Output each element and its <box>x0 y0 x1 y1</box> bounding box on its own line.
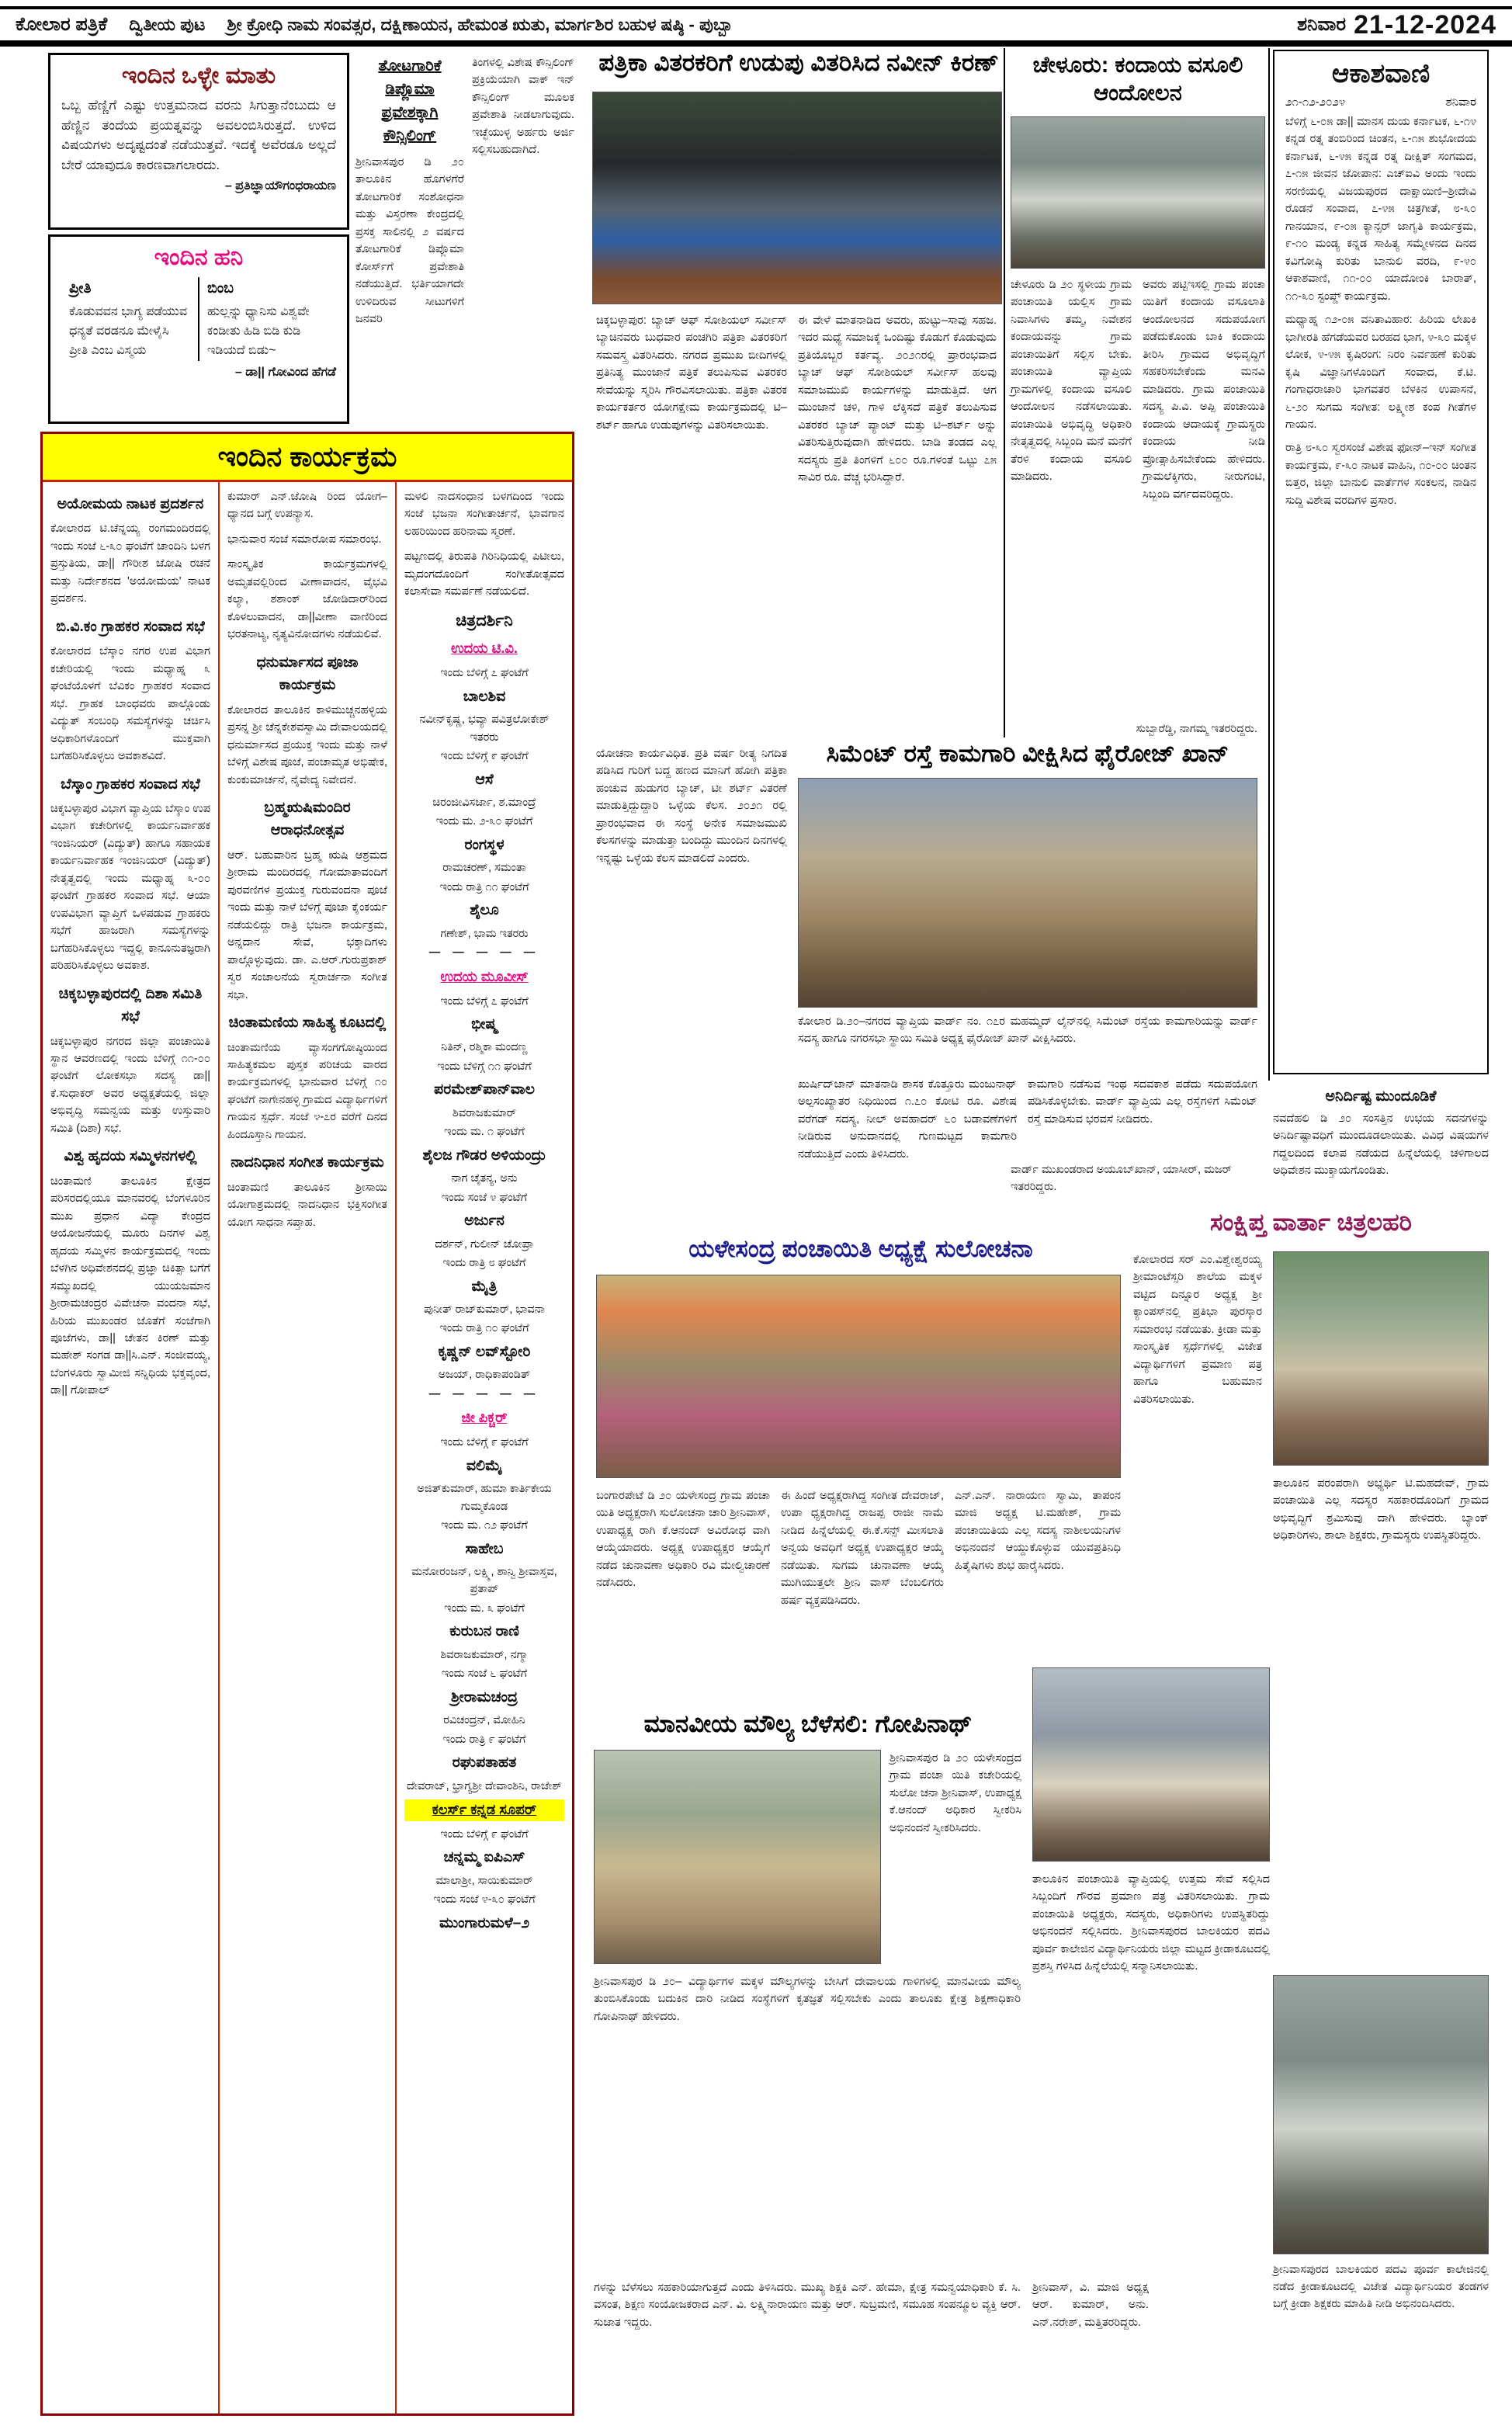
tv-line: ನವೀನ್‌ಕೃಷ್ಣ, ಭವ್ಯಾ ಪವಿತ್ರಲೋಕೇಶ್ ಇತರರು <box>419 713 550 744</box>
good-word-title: ಇಂದಿನ ಒಳ್ಳೇ ಮಾತು <box>121 63 276 88</box>
tv-line: ಇಂದು ಬೆಳಿಗ್ಗೆ ೯ ಘಂಟೆಗೆ <box>440 1827 529 1841</box>
briefs-headline: ಸಂಕ್ಷಿಪ್ತ ವಾರ್ತಾ ಚಿತ್ರಲಹರಿ <box>1209 1209 1413 1236</box>
adjourn-body: ನವದೆಹಲಿ ಡಿ ೨೦ ಸಂಸತ್ತಿನ ಉಭಯ ಸದನಗಳನ್ನು ಅನಿರ್ದಿಷ್ಟಾವಧಿಗೆ ಮುಂದೂಡಲಾಯಿತು. ವಿವಿಧ ವಿಷಯಗಳ ಗದ್ದಲದಿಂದ ಕಲಾಪ ನಡೆಯದ ಹಿನ್ನೆಲೆಯಲ್ಲಿ ಚಳಿಗಾಲದ ಅಧಿವೇಶನ ಮುಕ್ತಾಯಗೊಂಡಿತು. <box>1273 1112 1489 1178</box>
tv-line: ಸಾಹೇಬ <box>465 1540 504 1557</box>
event-item <box>227 1012 387 1143</box>
horti-continuation: ತಿಂಗಳಲ್ಲಿ ವಿಶೇಷ ಕೌನ್ಸಿಲಿಂಗ್ ಪ್ರಕ್ರಿಯೆಯಾಗಿ ವಾಕ್ ಇನ್ ಕೌನ್ಸಿಲಿಂಗ್ ಮೂಲಕ ಪ್ರವೇಶಾತಿ ನೀಡಲಾಗುವುದು. ಇಚ್ಛೆಯುಳ್ಳ ಅರ್ಹರು ಅರ್ಜಿ ಸಲ್ಲಿಸಬಹುದಾಗಿದೆ. <box>472 57 574 157</box>
tv-line: ಉದಯ ಟಿ.ವಿ. <box>451 640 518 657</box>
event-item <box>50 983 210 1138</box>
photo-outdoor-training <box>1273 1975 1489 2254</box>
good-word-box <box>48 53 349 230</box>
tv-line: ಇಂದು ಬೆಳಿಗ್ಗೆ ೯ ಘಂಟೆಗೆ <box>440 750 529 763</box>
tv-line: ಇಂದು ಮ. ೩ ಘಂಟೆಗೆ <box>444 1601 525 1615</box>
event-body: ಕುಮಾರ್ ಎನ್.ಜೋಷಿ ರಿಂದ ಯೋಗ–ಧ್ಯಾನದ ಬಗ್ಗೆ ಉಪನ್ಯಾಸ. <box>227 491 387 521</box>
event-head: ಚಿಕ್ಕಬಳ್ಳಾಪುರದಲ್ಲಿ ದಿಶಾ ಸಮಿತಿ ಸಭೆ <box>58 985 203 1025</box>
tv-line: ದೇವರಾಜ್, ಭ್ರಾಗ್ಯಶ್ರೀ ದೇವಾಂಶಿನಿ, ರಾಜೇಶ್ <box>407 1779 562 1792</box>
yelesandra-col2: ಈ ಹಿಂದೆ ಅಧ್ಯಕ್ಷರಾಗಿದ್ದ ಸಂಗೀತ ದೇವರಾಜ್, ಉಪಾ ಧ್ಯಕ್ಷರಾಗಿದ್ದ ರಾಜಪ್ಪ ರಾಜೀ ನಾಮೆ ನೀಡಿದ ಹಿನ್ನೆಲೆಯಲ್ಲಿ ಈ.ಕೆ.ಸನ್ಸ್ ಮೀಸಲಾತಿ ಅನ್ವಯ ಅವಧಿಗೆ ಅಧ್ಯಕ್ಷ ಉಪಾಧ್ಯಕ್ಷರ ಆಯ್ಕೆ ನಡೆಯಿತು. ಸುಗಮ ಚುನಾವಣಾ ಆಯ್ಕೆ ಮುಗಿಯುತ್ತಲೇ ಶ್ರೀನಿ ವಾಸ್ ಬೆಂಬಲಿಗರು ಹರ್ಷ ವ್ಯಕ್ತಪಡಿಸಿದರು. <box>781 1490 944 1607</box>
tv-line: ಇಂದು ಮ. ೨-೩೦ ಘಂಟೆಗೆ <box>435 815 533 828</box>
event-body: ಚಿಕ್ಕಬಳ್ಳಾಪುರ ವಿಭಾಗ ವ್ಯಾಪ್ತಿಯ ಬೆಸ್ಕಾಂ ಉಪ ವಿಭಾಗ ಕಚೇರಿಗಳಲ್ಲಿ ಕಾರ್ಯನಿರ್ವಾಹಕ ಇಂಜಿನಿಯರ್ (ವಿದ್ಯುತ್) ಹಾಗೂ ಸಹಾಯಕ ಕಾರ್ಯನಿರ್ವಾಹಕ ಇಂಜಿನಿಯರ್ (ವಿದ್ಯುತ್) ನೇತೃತ್ವದಲ್ಲಿ ಇಂದು ಮಧ್ಯಾಹ್ನ ೩-೦೦ ಘಂಟೆಗೆ ಗ್ರಾಹಕರ ಸಂವಾದ ಸಭೆ. ಆಯಾ ಉಪವಿಭಾಗ ವ್ಯಾಪ್ತಿಗೆ ಒಳಪಡುವ ಗ್ರಾಹಕರು ಸಭೆಗೆ ಹಾಜರಾಗಿ ಸಮಸ್ಯೆಗಳನ್ನು ಬಗೆಹರಿಸಿಕೊಳ್ಳಲು ಇದ್ದಲ್ಲಿ ಕಾನೂನುತಜ್ಞರಾಗಿ ಪರಿಹರಿಸಿಕೊಳ್ಳಲು ಅವಕಾಶ. <box>50 802 210 973</box>
event-head: ನಾದನಿಧಾನ ಸಂಗೀತ ಕಾರ್ಯಕ್ರಮ <box>231 1154 384 1171</box>
akashavani-title: ಆಕಾಶವಾಣಿ <box>1331 59 1431 88</box>
press-story-col1: ಚಿಕ್ಕಬಳ್ಳಾಪುರ: ಬ್ಯಾಚ್ ಆಫ್ ಸೋಶಿಯಲ್ ಸರ್ವೀಸ್ ಬ್ಯಾಚಿನವರು ಬುಧವಾರ ಪಂಚಗಿರಿ ಪತ್ರಿಕಾ ವಿತರಕರಿಗೆ ಸಮವಸ್ತ್ರ ವಿತರಿಸಿದರು. ನಗರದ ಪ್ರಮುಖ ಬೀದಿಗಳಲ್ಲಿ ಪ್ರತಿನಿತ್ಯ ಮುಂಜಾನೆ ಪತ್ರಿಕೆ ತಲುಪಿಸುವ ವಿತರಕರ ಸೇವೆಯನ್ನು ಸ್ಮರಿಸಿ ಗೌರವಿಸಲಾಯಿತು. ಪತ್ರಿಕಾ ವಿತರಕ ಕಾರ್ಯಕರ್ತರ ಯೋಗಕ್ಷೇಮ ಕಾರ್ಯಕ್ರಮದಲ್ಲಿ ಟಿ–ಶರ್ಟ್ ಹಾಗೂ ಉಡುಪುಗಳನ್ನು ವಿತರಿಸಲಾಯಿತು. <box>596 314 787 432</box>
cement-photo-caption: ಕೋಲಾರ ಡಿ.೨೦–ನಗರದ ವ್ಯಾಪ್ತಿಯ ವಾರ್ಡ್ ನಂ. ೧೭ರ ಮಹಮ್ಮದ್ ಲೈನ್‌ನಲ್ಲಿ ಸಿಮೆಂಟ್ ರಸ್ತೆಯ ಕಾಮಗಾರಿಯನ್ನು ವಾರ್ಡ್ ಸದಸ್ಯ ಹಾಗೂ ನಗರಸಭಾ ಸ್ಥಾಯಿ ಸಮಿತಿ ಅಧ್ಯಕ್ಷ ಫೈರೋಜ್ ಖಾನ್ ವೀಕ್ಷಿಸಿದರು. <box>798 1015 1257 1045</box>
cement-col1: ಖುರ್ಷಿದ್‌ಜಾನ್ ಮಾತನಾಡಿ ಶಾಸಕ ಕೊತ್ತೂರು ಮಂಜುನಾಥ್ ಅಲ್ಪಸಂಖ್ಯಾತರ ನಿಧಿಯಿಂದ ೧.೭೦ ಕೋಟಿ ರೂ. ವಿಶೇಷ ವರೆಗಡ್ ಸದಸ್ಯ, ನೀಲ್ ಅವಹಾದರ್ ೬೦ ಬಡಾವಣೆಗಳಿಗೆ ನೀಡಿರುವ ಅನುದಾನದಲ್ಲಿ ಗುಣಮಟ್ಟದ ಕಾಮಗಾರಿ ನಡೆಯುತ್ತಿದೆ ಎಂದು ತಿಳಿಸಿದರು. <box>798 1078 1017 1161</box>
events-column-3 <box>395 482 572 2413</box>
event-item <box>227 651 387 789</box>
tv-line: ಉದಯ ಮೂವೀಸ್ <box>440 968 529 984</box>
tv-line: ನಿತಿನ್, ರಶ್ಮಿಕಾ ಮಂದಣ್ಣ <box>441 1041 528 1054</box>
event-body: ಮಳಲಿ ನಾದಸಂಧಾನ ಬಳಗದಿಂದ ಇಂದು ಸಂಜೆ ಭಜನಾ ಸಂಗೀತಾರ್ಚನೆ, ಭಾವಗಾನ ಲಹರಿಯಿಂದ ಹರಿನಾಮ ಸ್ಮರಣೆ. <box>404 491 564 538</box>
event-head: ವಿಶ್ವ ಹೃದಯ ಸಮ್ಮಿಳನಗಳಲ್ಲಿ <box>64 1148 197 1165</box>
human-values-paragraph1: ಶ್ರೀನಿವಾಸಪುರ ಡಿ ೨೦– ವಿದ್ಯಾರ್ಥಿಗಳ ಮಕ್ಕಳ ಮೌಲ್ಯಗಳನ್ನು ಬೇಸಿಗೆ ದೇವಾಲಯ ಗಾಳಿಗಳಲ್ಲಿ ಮಾನವೀಯ ಮೌಲ್ಯ ತುಂಬಿಸಿಕೊಂಡು ಬದುಕಿನ ದಾರಿ ನೀಡಿದ ಸಂಸ್ಥೆಗಳಿಗೆ ಕೃತಜ್ಞತೆ ಸಲ್ಲಿಸಬೇಕು ಎಂದು ತಾಲೂಕು ಕ್ಷೇತ್ರ ಶಿಕ್ಷಣಾಧಿಕಾರಿ ಗೋಪಿನಾಥ್ ಹೇಳಿದರು. <box>594 1976 1021 2023</box>
good-word-attribution: – ಪ್ರತಿಜ್ಞಾಯೌಗಂಧರಾಯಣ <box>224 179 336 193</box>
tv-line: ಇಂದು ಬೆಳಿಗ್ಗೆ ೯ ಘಂಟೆಗೆ <box>440 1436 529 1449</box>
tv-line: ಕಲರ್ಸ್ ಕನ್ನಡ ಸೂಪರ್ <box>404 1799 564 1821</box>
hani-right-head: ಬಿಂಬ <box>207 280 234 297</box>
human-values-side-col: ಶ್ರೀನಿವಾಸಪುರ ಡಿ ೨೦ ಯಳೇಸಂದ್ರದ ಗ್ರಾಮ ಪಂಚಾ ಯಿತಿ ಕಚೇರಿಯಲ್ಲಿ ಸುಲೋ ಚನಾ ಶ್ರೀನಿವಾಸ್, ಉಪಾಧ್ಯಕ್ಷ ಕೆ.ಆನಂದ್ ಅಧಿಕಾರ ಸ್ವೀಕರಿಸಿ ಅಭಿನಂದನೆ ಸ್ವೀಕರಿಸಿದರು. <box>890 1752 1021 1834</box>
tv-line: ಬಾಲಶಿವ <box>463 688 506 705</box>
photo-cheluru-campaign <box>1011 116 1265 269</box>
events-column-2 <box>218 482 395 2413</box>
cement-pre-line: ಸುಬ್ಬಾರೆಡ್ಡಿ, ನಾಗಮ್ಮ ಇತರರಿದ್ದರು. <box>1136 723 1257 735</box>
yelesandra-col1: ಬಂಗಾರಪೇಟೆ ಡಿ ೨೦ ಯಳೇಸಂದ್ರ ಗ್ರಾಮ ಪಂಚಾ ಯಿತಿ ಅಧ್ಯಕ್ಷರಾಗಿ ಸುಲೋಚನಾ ಚಾರಿ ಶ್ರೀನಿವಾಸ್, ಉಪಾಧ್ಯಕ್ಷ ರಾಗಿ ಕೆ.ಆನಂದ್ ಅವಿರೋಧ ವಾಗಿ ಆಯ್ಕೆಯಾದರು. ಅಧ್ಯಕ್ಷ ಉಪಾಧ್ಯಕ್ಷರ ಆಯ್ಕೆಗೆ ನಡೆದ ಚುನಾವಣಾ ಅಧಿಕಾರಿ ರವಿ ಮೇಲ್ವಿಚಾರಣೆ ನಡೆಸಿದರು. <box>596 1490 770 1590</box>
cheluru-headline: ಚೇಳೂರು: ಕಂದಾಯ ವಸೂಲಿ ಆಂದೋಲನ <box>1032 53 1243 106</box>
panchanga-line: ಶ್ರೀ ಕ್ರೋಧಿ ನಾಮ ಸಂವತ್ಸರ, ದಕ್ಷಿಣಾಯನ, ಹೇಮಂತ ಋತು, ಮಾರ್ಗಶಿರ ಬಹುಳ ಷಷ್ಠಿ - ಪುಬ್ಬಾ <box>227 15 733 34</box>
yelesandra-col3: ಎನ್.ಎನ್. ನಾರಾಯಣ ಸ್ವಾಮಿ, ತಾಪಂನ ಮಾಜಿ ಅಧ್ಯಕ್ಷ ಟಿ.ಮಹೇಶ್, ಗ್ರಾಮ ಪಂಚಾಯಿತಿಯ ಎಲ್ಲ ಸದಸ್ಯ ನಾಶೀಲಯನಿಗಳ ಅಭಿನಂದನೆ ಆಯ್ದುಕೊಳ್ಳುವ ಯುವಪ್ರತಿನಿಧಿ ಹಿತೈಷಿಗಳು ಶುಭ ಹಾರೈಸಿದರು. <box>955 1490 1121 1572</box>
tv-line: ಚನ್ನಮ್ಮ ಐಪಿಎಸ್ <box>443 1849 525 1866</box>
tv-line: ಪರಮೇಶ್‌ಪಾನ್‌ವಾಲ <box>434 1081 535 1098</box>
hani-left-head: ಪ್ರೀತಿ <box>69 280 92 297</box>
tv-line: ಭೀಷ್ಮ <box>471 1016 498 1033</box>
event-head: ಚಿಂತಾಮಣಿಯ ಸಾಹಿತ್ಯ ಕೂಟದಲ್ಲಿ <box>228 1015 387 1032</box>
tv-line: ಕೃಷ್ಣನ್ ಲವ್‌ಸ್ಟೋರಿ <box>438 1343 531 1360</box>
tv-listing-title: ಚಿತ್ರದರ್ಶಿನಿ <box>456 611 513 630</box>
horti-headline: ತೋಟಗಾರಿಕೆ ಡಿಪ್ಲೊಮಾ ಪ್ರವೇಶಕ್ಕಾಗಿ ಕೌನ್ಸಿಲಿಂಗ್ <box>378 57 442 144</box>
event-item <box>404 548 564 600</box>
cement-left-col: ಯೋಚನಾ ಕಾರ್ಯವಿಧಿತ. ಪ್ರತಿ ವರ್ಷ ರೀತ್ಯ ನಿಗದಿತ ಪಡಿಸಿದ ಗುರಿಗೆ ಬದ್ದ ಹಣದ ಮಾನಿಗೆ ಹೋಗಿ ಪತ್ರಿಕಾ ಹಂಚುವ ಹುಡುಗರ ಬ್ಯಾಚ್, ಟೀ ಶರ್ಟ್ ವಿತರಣೆ ಮಾಡುತ್ತಿದ್ದುದ್ದಾರಿ ಒಳ್ಳೆಯ ಕೆಲಸ. ೨೦೨೧ ರಲ್ಲಿ ಪ್ರಾರಂಭವಾದ ಈ ಸಂಸ್ಥೆ ಅನೇಕ ಸಮಾಜಮುಖಿ ಕೆಲಸಗಳನ್ನು ಮಾಡುತ್ತಾ ಬಂದಿದ್ದು ಮುಂದಿನ ದಿನಗಳಲ್ಲಿ ಇನ್ನಷ್ಟು ಒಳ್ಳೆಯ ಕೆಲಸ ಮಾಡಲಿದೆ ಎಂದರು. <box>596 748 787 865</box>
akashavani-day: ಶನಿವಾರ <box>1445 95 1476 109</box>
photo-cement-road-inspection <box>798 778 1257 1008</box>
human-values-paragraph2: ಗಳನ್ನು ಬೆಳೆಸಲು ಸಹಕಾರಿಯಾಗುತ್ತದೆ ಎಂದು ತಿಳಿಸಿದರು. ಮುಖ್ಯ ಶಿಕ್ಷಕಿ ಎನ್. ಹೇಮಾ, ಕ್ಷೇತ್ರ ಸಮನ್ವಯಾಧಿಕಾರಿ ಕೆ. ಸಿ. ವಸಂತ, ಶಿಕ್ಷಣ ಸಂಯೋಜಕರಾದ ಎನ್. ವಿ. ಲಕ್ಷ್ಮಿನಾರಾಯಣ ಮತ್ತು ಆರ್. ಸುಬ್ರಮಣಿ, ಸಮೂಹ ಸಂಪನ್ಮೂಲ ವ್ಯಕ್ತಿ ಆರ್. ಸುಜಾತ ಇದ್ದರು. <box>594 2282 1021 2329</box>
event-item <box>404 488 564 540</box>
event-body: ಚಿಂತಾಮಣಿ ತಾಲೂಕಿನ ಶ್ರೀಸಾಯಿ ಯೋಗಾಶ್ರಮದಲ್ಲಿ ನಾದನಿಧಾನ ಭಕ್ತಿಸಂಗೀತ ಯೋಗ ಸಾಧನಾ ಸಪ್ತಾಹ. <box>227 1181 387 1229</box>
tv-line: ರಾಮಚರಣ್, ಸಮಂತಾ <box>442 862 526 875</box>
hani-left-column <box>61 277 198 361</box>
column-rule <box>1004 48 1005 737</box>
tv-line: ಜೀ ಪಿಕ್ಚರ್ <box>461 1410 508 1426</box>
tv-line: ಮೈತ್ರಿ <box>471 1278 498 1295</box>
tv-line: ಇಂದು ಸಂಜೆ ೪ ಘಂಟೆಗೆ <box>441 1191 528 1204</box>
event-body: ಭಾನುವಾರ ಸಂಜೆ ಸಮಾರೋಪ ಸಮಾರಂಭ. <box>227 533 382 546</box>
tv-line: ಅಜಯ್, ರಾಧಿಕಾಪಂಡಿತ್ <box>438 1369 531 1382</box>
tv-line: ರಘುಪತಾಹತ <box>452 1754 517 1771</box>
tv-line: ಕುರುಬನ ರಾಣಿ <box>449 1623 519 1640</box>
tv-line: ವಲಿಮೈ <box>466 1457 503 1474</box>
photo-press-uniform-group <box>592 92 1002 304</box>
event-head: ಬೆಸ್ಕಾಂ ಗ್ರಾಹಕರ ಸಂವಾದ ಸಭೆ <box>61 776 200 793</box>
cement-col2: ಕಾಮಗಾರಿ ನಡೆಸುವ ಇಂಥ ಸದವಕಾಶ ಪಡೆದು ಸದುಪಯೋಗ ಪಡಿಸಿಕೊಳ್ಳಬೇಕು. ವಾರ್ಡ್ ವ್ಯಾಪ್ತಿಯ ಎಲ್ಲ ರಸ್ತೆಗಳಿಗೆ ಸಿಮೆಂಟ್ ರಸ್ತೆ ಮಾಡಿಸುವ ಭರವಸೆ ನೀಡಿದರು. <box>1028 1078 1257 1126</box>
hani-attribution: – ಡಾ|| ಗೋವಿಂದ ಹೆಗಡೆ <box>234 365 336 379</box>
photo-human-values-event <box>594 1750 881 1964</box>
event-body: ಪಟ್ಟಣದಲ್ಲಿ ತಿರುಪತಿ ಗಿರಿನಿಧಿಯಲ್ಲಿ ಪಿಟೀಲು, ಮೃದಂಗದೊಂದಿಗೆ ಸಂಗೀತೋತ್ಸವದ ಕಲಾಸೇವಾ ಸಮರ್ಪಣೆ ನಡೆಯಲಿದೆ. <box>404 550 564 599</box>
events-box <box>40 432 574 2416</box>
event-item <box>50 773 210 975</box>
event-item <box>227 1151 387 1231</box>
hani-box <box>48 234 349 424</box>
hani-right-lines: ಹುಲ್ಲನ್ನು ಧ್ಯಾನಿಸು ವಿಶ್ವವೇ ಕಂಡೀತು ಹಿಡಿ ಬಿಡಿ ಕುಡಿ ಇಡಿಯದೆ ಬಿಡು~ <box>207 305 310 358</box>
bottom-right-caption: ಶ್ರೀನಿವಾಸಪುರದ ಬಾಲಕಿಯರ ಪದವಿ ಪೂರ್ವ ಕಾಲೇಜಿನಲ್ಲಿ ನಡೆದ ಕ್ರೀಡಾಕೂಟದಲ್ಲಿ ವಿಜೇತ ವಿದ್ಯಾರ್ಥಿನಿಯರ ತಂಡಗಳ ಬಗ್ಗೆ ಕ್ರೀಡಾ ಶಿಕ್ಷಕರು ಮಾಹಿತಿ ನೀಡಿ ಅಭಿನಂದಿಸಿದರು. <box>1273 2264 1489 2310</box>
tv-line: ಇಂದು ಬೆಳಿಗ್ಗೆ ೭ ಘಂಟೆಗೆ <box>440 994 529 1008</box>
tv-line: ಶಿವರಾಜಕುಮಾರ್, ನಗ್ಮಾ <box>440 1648 529 1661</box>
tv-line: ಇಂದು ಸಂಜೆ ೬ ಘಂಟೆಗೆ <box>441 1667 528 1681</box>
tv-listing <box>404 638 564 1935</box>
akashavani-schedule-morning: ಬೆಳಿಗ್ಗೆ ೬-೦೫ ಡಾ|| ಮಾನಸ ದುಯ ಕರ್ನಾಟಕ, ೬-೧೪ ಕನ್ನಡ ರತ್ನ ತಂಬಿರಿಂದ ಚಿಂತನ, ೬-೧೫ ಶುಭೋದಯ ಕರ್ನಾಟಕ, ೬-೪೫ ಕನ್ನಡ ರತ್ನ ದೀಕ್ಷಿತ್ ಸಂಗಮದ, ೭-೧೫ ಜೀವನ ಜೋಪಾನ: ಎಚ್‌ಐವಿ ಅಂದು ಇಂದು ಸರಣಿಯಲ್ಲಿ ವಿಜಯಪುರದ ದಾಕ್ಷಾಯಿಣಿ–ಶ್ರೀದೇವಿ ರೊಡನೆ ಸಂವಾದ, ೭-೪೫ ಚಿತ್ರಗೀತೆ, ೮-೩೦ ಗಾನಯಾನ, ೯-೦೫ ಕ್ಯಾನ್ಸರ್ ಜಾಗೃತಿ ಕಾರ್ಯಕ್ರಮ, ೯-೧೦ ಮಂಡ್ಯ ಕನ್ನಡ ಸಾಹಿತ್ಯ ಸಮ್ಮೇಳನದ ದಿನದ ಕವಿಗೋಷ್ಠಿ ಕುರಿತು ಬಾನುಲಿ ವರದಿ, ೯-೪೦ ಆಕಾಶವಾಣಿ, ೧೧-೦೦ ಯಾದೋಂಕಿ ಬಾರಾತ್, ೧೧-೩೦ ಸ್ಟಂಪ್ಡ್ ಕಾರ್ಯಕ್ರಮ. <box>1285 116 1476 303</box>
event-item <box>227 488 387 523</box>
tv-line: ಶೈಲಜ ಗೌಡರ ಅಳಿಯಂದ್ರು <box>422 1147 546 1164</box>
akashavani-schedule-night: ರಾತ್ರಿ ೮-೩೦ ಸ್ವರಸಂಜೆ ವಿಶೇಷ ಫೋನ್–ಇನ್ ಸಂಗೀತ ಕಾರ್ಯಕ್ರಮ, ೯-೩೦ ನಾಟಕ ವಾಹಿನಿ, ೧೦-೦೦ ಚಿಂತನ ಬಿತ್ತರ, ಜಿಲ್ಲಾ ಬಾನುಲಿ ವಾರ್ತೆಗಳ ಸಂಕಲನ, ನಾಡಿನ ಸುದ್ದಿ ವಿಶೇಷ ವರದಿಗಳ ಪ್ರಸಾರ. <box>1285 442 1476 507</box>
tv-line: ಇಂದು ರಾತ್ರಿ ೧೦ ಘಂಟೆಗೆ <box>439 1322 529 1335</box>
tv-line: ಇಂದು ಬೆಳಿಗ್ಗೆ ೧೧ ಘಂಟೆಗೆ <box>437 1060 532 1073</box>
event-item <box>227 531 387 548</box>
tv-line: ಮಾಲಾಶ್ರೀ, ಸಾಯಿಕುಮಾರ್ <box>435 1874 533 1887</box>
tv-line: ದರ್ಶನ್, ಗುಲೀನ್ ಚೋಪ್ರಾ <box>435 1237 534 1251</box>
tv-line: — — — — — <box>428 946 540 959</box>
tv-line: ಇಂದು ರಾತ್ರಿ ೧೧ ಘಂಟೆಗೆ <box>439 880 529 894</box>
yelesandra-headline: ಯಳೇಸಂದ್ರ ಪಂಚಾಯಿತಿ ಅಧ್ಯಕ್ಷೆ ಸುಲೋಚನಾ <box>688 1235 1033 1262</box>
tv-line: ನಾಗ ಚೈತನ್ಯ, ಅನು <box>451 1172 518 1185</box>
tv-line: ಇಂದು ಮ. ೧೨ ಘಂಟೆಗೆ <box>441 1519 528 1532</box>
tv-line: ಗಣೇಶ್, ಭಾಮ ಇತರರು <box>440 927 529 940</box>
briefs-col1: ಕೋಲಾರದ ಸರ್ ಎಂ.ವಿಶ್ವೇಶ್ವರಯ್ಯ ಶ್ರೀಮಾಂಟೆಸ್ಸರಿ ಶಾಲೆಯ ಮಕ್ಕಳ ವಟ್ಟಿದ ದಿನ್ನೂರ ಅಧ್ಯಕ್ಷ ಶ್ರೀ ಕ್ಯಾಂಪಸ್‌ನಲ್ಲಿ ಪ್ರತಿಭಾ ಪುರಸ್ಕಾರ ಸಮಾರಂಭ ನಡೆಯಿತು. ಕ್ರೀಡಾ ಮತ್ತು ಸಾಂಸ್ಕೃತಿಕ ಸ್ಪರ್ಧೆಗಳಲ್ಲಿ ವಿಜೇತ ವಿದ್ಯಾರ್ಥಿಗಳಿಗೆ ಪ್ರಮಾಣ ಪತ್ರ ಹಾಗೂ ಬಹುಮಾನ ವಿತರಿಸಲಾಯಿತು. <box>1133 1254 1262 1406</box>
paper-name: ಕೋಲಾರ ಪತ್ರಿಕೆ <box>16 14 108 35</box>
tv-line: ಮುಂಗಾರುಮಳೆ–೨ <box>439 1914 529 1931</box>
hani-left-lines: ಕೊಡುವವನ ಭಾಗ್ಯ ಪಡೆಯುವ ಧನ್ಯತೆ ವರಡನೂ ಮೇಳೈಸಿ ಪ್ರೀತಿ ಎಂಬ ವಿಸ್ಮಯ <box>69 305 188 358</box>
briefs-col2: ತಾಲೂಕಿನ ಪರಂಪರಾಗಿ ಅಭ್ಯರ್ಥಿ ಟಿ.ಮಹದೇವ್, ಗ್ರಾಮ ಪಂಚಾಯಿತಿ ಎಲ್ಲ ಸದಸ್ಯರ ಸಹಕಾರದೊಂದಿಗೆ ಗ್ರಾಮದ ಅಭಿವೃದ್ಧಿಗೆ ಶ್ರಮಿಸುವು ದಾಗಿ ಹೇಳಿದರು. ಬ್ಯಾಂಕ್ ಅಧಿಕಾರಿಗಳು, ಶಾಲಾ ಶಿಕ್ಷಕರು, ಗ್ರಾಮಸ್ಥರು ಉಪಸ್ಥಿತರಿದ್ದರು. <box>1273 1477 1489 1542</box>
tv-line: ಶ್ರೀರಾಮಚಂದ್ರ <box>450 1688 518 1706</box>
tv-line: ಶಿವರಾಜಕುಮಾರ್ <box>452 1106 517 1119</box>
tv-line: ರವಿಚಂದ್ರನ್, ಮೋಹಿನಿ <box>443 1714 525 1727</box>
human-values-headline: ಮಾನವೀಯ ಮೌಲ್ಯ ಬೆಳೆಸಲಿ: ಗೋಪಿನಾಥ್ <box>643 1710 973 1737</box>
tv-line: ಇಂದು ಬೆಳಿಗ್ಗೆ ೭ ಘಂಟೆಗೆ <box>440 667 529 680</box>
weekday: ಶನಿವಾರ <box>1297 14 1347 35</box>
event-item <box>227 556 387 643</box>
tv-line: ಶೈಲೂ <box>470 902 499 919</box>
adjourn-head: ಅನಿರ್ದಿಷ್ಟ ಮುಂದೂಡಿಕೆ <box>1325 1088 1437 1105</box>
event-body: ಕೋಲಾರದ ಟಿ.ಚೆನ್ನಯ್ಯ ರಂಗಮಂದಿರದಲ್ಲಿ ಇಂದು ಸಂಜೆ ೬-೩೦ ಘಂಟೆಗೆ ಚಾಂದಿನಿ ಬಳಗ ಪ್ರಸ್ತುತಿಯ, ಡಾ|| ಗೌರೀಶ ಜೋಷಿ ರಚನೆ ಮತ್ತು ನಿರ್ದೇಶನದ 'ಅಯೋಮಯ' ನಾಟಕ ಪ್ರದರ್ಶನ. <box>50 522 210 606</box>
yelesandra-pre-line: ವಾರ್ಡ್ ಮುಖಂಡರಾದ ಅಯೂಬ್‌ಖಾನ್, ಯಾಸೀರ್, ಮಜರ್ ಇತರರಿದ್ದರು. <box>1011 1164 1232 1194</box>
tv-line: ಇಂದು ರಾತ್ರಿ ೯ ಘಂಟೆಗೆ <box>442 1733 526 1746</box>
hani-title: ಇಂದಿನ ಹನಿ <box>154 245 244 270</box>
tv-line: ಇಂದು ಸಂಜೆ ೪-೩೦ ಘಂಟೆಗೆ <box>433 1893 536 1907</box>
photo-briefs-awards <box>1273 1251 1489 1466</box>
cheluru-col1: ಚೇಳೂರು ಡಿ ೨೦ ಸ್ಥಳೀಯ ಗ್ರಾಮ ಪಂಚಾಯಿತಿ ಯಲ್ಲಿಸ ಗ್ರಾಮ ನಿವಾಸಿಗಳು ತಮ್ಮ, ನಿವೇಶನ ಕಂದಾಯವನ್ನು ಗ್ರಾಮ ಪಂಚಾಯಿತಿಗೆ ಸಲ್ಲಿಸ ಬೇಕು. ಪಂಚಾಯಿತಿ ವ್ಯಾಪ್ತಿಯ ಗ್ರಾಮಗಳಲ್ಲಿ ಕಂದಾಯ ವಸೂಲಿ ಆಂದೋಲನ ನಡೆಸಲಾಯಿತು. ಪಂಚಾಯಿತಿ ಅಭಿವೃದ್ಧಿ ಅಧಿಕಾರಿ ನೇತೃತ್ವದಲ್ಲಿ ಸಿಬ್ಬಂದಿ ಮನೆ ಮನೆಗೆ ತೆರಳಿ ಕಂದಾಯ ವಸೂಲಿ ಮಾಡಿದರು. <box>1011 279 1132 484</box>
good-word-body: ಒಬ್ಬ ಹೆಣ್ಣಿಗೆ ಎಷ್ಟು ಉತ್ತಮನಾದ ವರನು ಸಿಗುತ್ತಾನೆಂಬುದು ಆ ಹೆಣ್ಣಿನ ತಂದೆಯ ಪ್ರಯತ್ನವನ್ನು ಅವಲಂಬಿಸಿರುತ್ತದೆ. ಉಳಿದ ವಿಷಯಗಳು ಅದೃಷ್ಟದಂತೆ ನಡೆಯುತ್ತವೆ. ಇದಕ್ಕೆ ಅವೆರಡೂ ಅಲ್ಲದೆ ಬೇರೆ ಯಾವುದೂ ಕಾರಣವಾಗಲಾರದು. <box>61 98 336 172</box>
tv-line: ಇಂದು ರಾತ್ರಿ ೮ ಘಂಟೆಗೆ <box>442 1257 526 1270</box>
adjourn-item <box>1273 1084 1489 1180</box>
events-column-1 <box>43 482 218 2413</box>
tv-line: ಇಂದು ಮ. ೧ ಘಂಟೆಗೆ <box>444 1126 525 1139</box>
tv-line: — — — — — <box>428 1387 540 1400</box>
event-body: ಚಿಂತಾಮಣಿ ತಾಲೂಕಿನ ಕ್ಷೇತ್ರದ ಪರಿಸರದಲ್ಲಿಯೂ ಮಾನವರಲ್ಲಿ ಬೆಂಗಳೂರಿನ ಮುಖ ಪ್ರಧಾನ ವಿದ್ಯಾ ಕೇಂದ್ರದ ಆಯೋಜನೆಯಲ್ಲಿ ಮೂರು ದಿನಗಳ ವಿಶ್ವ ಹೃದಯ ಸಮ್ಮಿಳನ ಕಾರ್ಯಕ್ರಮದಲ್ಲಿ ಇಂದು ಬೆಳಗಿನ ಅಧಿವೇಶನದಲ್ಲಿ ಪ್ರಜ್ಞಾ ಚಿಕಿತ್ಸಾ ಬಗೆಗೆ ಸಮ್ಮುಖದಲ್ಲಿ ಯುಯಜಮಾನ ಶ್ರೀರಾಮಚಂದ್ರರ ವಿವೇಚನಾ ವಂದನಾ ಸಭೆ, ಹಿರಿಯ ಮುಖಂಡರ ಜೊತೆಗೆ ಸಂಜೆಗಾಗಿ ಪೂಜೆಗಳು, ಡಾ|| ಚೇತನ ಕಿರಣ್ ಮತ್ತು ಮಹೇಶ್ ಸಂಗಡ ಡಾ||ಸಿ.ಎನ್. ಸಂಜೀವಯ್ಯ, ಬೆಂಗಳೂರು ಸ್ವಾಮೀಜಿ ಸನ್ನಿಧಿಯ ಭಕ್ತವೃಂದ, ಡಾ|| ಗೋಪಾಲ್ <box>50 1175 210 1397</box>
tv-line: ಅಜಿತ್‌ಕುಮಾರ್, ಹುಮಾ ಕಾರ್ತಿಕೇಯ ಗುಮ್ಮಕೊಂಡ <box>417 1483 552 1513</box>
horti-body: ಶ್ರೀನಿವಾಸಪುರ ಡಿ ೨೦ ತಾಲೂಕಿನ ಹೊಗಳಗೆರೆ ತೋಟಗಾರಿಕೆ ಸಂಶೋಧನಾ ಮತ್ತು ವಿಸ್ತರಣಾ ಕೇಂದ್ರದಲ್ಲಿ ಪ್ರಸಕ್ತ ಸಾಲಿನಲ್ಲಿ ೨ ವರ್ಷದ ತೋಟಗಾರಿಕೆ ಡಿಪ್ಲೊಮಾ ಕೋರ್ಸ್‌ಗೆ ಪ್ರವೇಶಾತಿ ನಡೆಯುತ್ತಿದೆ. ಭರ್ತಿಯಾಗದೇ ಉಳಿದಿರುವ ಸೀಟುಗಳಿಗೆ ಜನವರಿ <box>355 156 464 326</box>
cement-headline: ಸಿಮೆಂಟ್ ರಸ್ತೆ ಕಾಮಗಾರಿ ವೀಕ್ಷಿಸಿದ ಫೈರೋಜ್ ಖಾನ್ <box>826 740 1229 767</box>
column-rule <box>1268 48 1270 1081</box>
akashavani-box <box>1273 50 1489 1074</box>
event-item <box>50 1145 210 1400</box>
press-story-headline: ಪತ್ರಿಕಾ ವಿತರಕರಿಗೆ ಉಡುಪು ವಿತರಿಸಿದ ನವೀನ್ ಕಿರಣ್ <box>598 49 999 76</box>
tv-line: ಅರ್ಜುನ <box>464 1213 505 1230</box>
cheluru-col2: ಅವರು ಪಟ್ಟಿಇಸಲ್ಲಿ ಗ್ರಾಮ ಪಂಚಾ ಯಿತಿಗೆ ಕಂದಾಯ ವಸೂಲಾತಿ ಆಂದೋಲನದ ಸದುಪಯೋಗ ಪಡೆದುಕೊಂಡು ಬಾಕಿ ಕಂದಾಯ ತೀರಿಸಿ ಗ್ರಾಮದ ಅಭಿವೃದ್ಧಿಗೆ ಸಹಕರಿಸಬೇಕೆಂದು ಮನವಿ ಮಾಡಿದರು. ಗ್ರಾಮ ಪಂಚಾಯಿತಿ ಸದಸ್ಯ ಪಿ.ವಿ. ಅಪ್ಪಿ ಪಂಚಾಯಿತಿ ಕಂದಾಯ ಆದಾಯಕ್ಕೆ ಗ್ರಾಮಸ್ಥರು ಕಂದಾಯ ನೀಡಿ ಪ್ರೋತ್ಸಾಹಿಸಬೇಕೆಂದು ಹೇಳಿದರು. ಗ್ರಾಮಲೆಕ್ಕಿಗರು, ನೀರುಗಂಟಿ, ಸಿಬ್ಬಂದಿ ವರ್ಗದವರಿದ್ದರು. <box>1143 279 1265 501</box>
tv-line: ಚಿರಂಜೀವಿಸರ್ಜಾ, ಶ.ಮಾಂದ್ರೆ <box>432 796 536 809</box>
event-head: ಅಯೋಮಯ ನಾಟಕ ಪ್ರದರ್ಶನ <box>57 496 204 512</box>
event-body: ಆರ್. ಬಹುವಾರಿನ ಬ್ರಹ್ಮ ಋಷಿ ಆಶ್ರಮದ ಶ್ರೀರಾಮ ಮಂದಿರದಲ್ಲಿ ಗೋಮಾತಾವಂದಿಗೆ ಪುರವಣಿಗಳ ಪ್ರಯುಕ್ತ ಗುರುವಂದನಾ ಪೂಜೆ ಇಂದು ಮತ್ತು ನಾಳೆ ಬೆಳಿಗ್ಗೆ ಪೂಜಾ ಕೈಂಕರ್ಯ ನಡೆಯಲಿದ್ದು ರಾತ್ರಿ ಭಜನಾ ಕಾರ್ಯಕ್ರಮ, ಅನ್ನದಾನ ಸೇವೆ, ಭಕ್ತಾದಿಗಳು ಪಾಲ್ಗೊಳ್ಳುವುದು. ಡಾ. ಎ.ಆರ್.ಗುರುಪ್ರಕಾಶ್ ಸ್ವರ ಸಂಚಾಲನೆಯ ಸ್ವರಾರ್ಚನಾ ಸಂಗೀತ ಸಭಾ. <box>227 848 387 1001</box>
tv-line: ರಂಗಸ್ಥಳ <box>464 836 505 853</box>
event-head: ಧನುರ್ಮಾಸದ ಪೂಜಾ ಕಾರ್ಯಕ್ರಮ <box>256 654 359 694</box>
handshake-column: ತಾಲೂಕಿನ ಪಂಚಾಯಿತಿ ವ್ಯಾಪ್ತಿಯಲ್ಲಿ ಉತ್ತಮ ಸೇವೆ ಸಲ್ಲಿಸಿದ ಸಿಬ್ಬಂದಿಗೆ ಗೌರವ ಪ್ರಮಾಣ ಪತ್ರ ವಿತರಿಸಲಾಯಿತು. ಗ್ರಾಮ ಪಂಚಾಯಿತಿ ಅಧ್ಯಕ್ಷರು, ಸದಸ್ಯರು, ಅಧಿಕಾರಿಗಳು ಉಪಸ್ಥಿತರಿದ್ದು ಅಭಿನಂದನೆ ಸಲ್ಲಿಸಿದರು. ಶ್ರೀನಿವಾಸಪುರದ ಬಾಲಕಿಯರ ಪದವಿ ಪೂರ್ವ ಕಾಲೇಜಿನ ವಿದ್ಯಾರ್ಥಿನಿಯರು ಜಿಲ್ಲಾ ಮಟ್ಟದ ಕ್ರೀಡಾಕೂಟದಲ್ಲಿ ಪ್ರಶಸ್ತಿ ಗಳಿಸಿದ ಹಿನ್ನೆಲೆಯಲ್ಲಿ ಸನ್ಮಾನಿಸಲಾಯಿತು. <box>1032 1873 1270 1973</box>
tv-line: ಆಸೆ <box>475 771 494 788</box>
horti-column <box>355 54 464 424</box>
photo-certificate-handover <box>1032 1667 1270 1862</box>
akashavani-schedule-afternoon: ಮಧ್ಯಾಹ್ನ ೧೨-೦೫ ವನಿತಾವಿಹಾರ: ಹಿರಿಯ ಲೇಖಕಿ ಭಾಗೀರತಿ ಹೆಗಡೆಯವರ ಬರಹದ ಭಾಗ, ೪-೩೦ ಮಕ್ಕಳ ಲೋಕ, ೪-೪೫ ಕೃಷಿರಂಗ: ನಿರಂ ನಿರ್ವಹಣೆ ಕುರಿತು ಕೃಷಿ ವಿಜ್ಞಾನಿಗಳೊಂದಿಗೆ ಸಂವಾದ, ಕೆ.ಟಿ. ಗಂಗಾಧರಾಚಾರಿ ಭಾಗವತರ ಬೆಳಕಿನ ಉಪಾಸನೆ, ೬-೨೦ ಸುಗಮ ಸಂಗೀತ: ಲಕ್ಷ್ಮೀಶ ಕಂಪ ಗೀತೆಗಳ ಗಾಯನ. <box>1285 314 1476 431</box>
photo-yelesandra-panchayat <box>596 1275 1121 1478</box>
event-head: ಬಿ.ವಿ.ಕಂ ಗ್ರಾಹಕರ ಸಂವಾದ ಸಭೆ <box>56 618 205 635</box>
event-body: ಚಿಕ್ಕಬಳ್ಳಾಪುರ ನಗರದ ಜಿಲ್ಲಾ ಪಂಚಾಯಿತಿ ಸ್ಥಾನ ಆವರಣದಲ್ಲಿ ಇಂದು ಬೆಳಿಗ್ಗೆ ೧೧-೦೦ ಘಂಟೆಗೆ ಲೋಕಸಭಾ ಸದಸ್ಯ ಡಾ|| ಕೆ.ಸುಧಾಕರ್ ಅವರ ಅಧ್ಯಕ್ಷತೆಯಲ್ಲಿ ಜಿಲ್ಲಾ ಅಭಿವೃದ್ಧಿ ಸಮನ್ವಯ ಮತ್ತು ಉಸ್ತುವಾರಿ ಸಮಿತಿ (ದಿಶಾ) ಸಭೆ. <box>50 1035 210 1135</box>
akashavani-date: ೨೧-೧೨-೨೦೨೪ <box>1285 95 1346 109</box>
event-head: ಬ್ರಹ್ಮಋಷಿಮಂದಿರ ಆರಾಧನೋತ್ಸವ <box>264 799 351 839</box>
page-label: ದ್ವಿತೀಯ ಪುಟ <box>129 15 206 34</box>
tv-line: ಪುನೀತ್ ರಾಜ್‌ಕುಮಾರ್, ಭಾವನಾ <box>424 1303 545 1316</box>
events-title: ಇಂದಿನ ಕಾರ್ಯಕ್ರಮ <box>43 434 572 482</box>
masthead <box>0 6 1512 47</box>
event-item <box>50 616 210 765</box>
human-values-side2: ಶ್ರೀನಿವಾಸ್, ವಿ. ಮಾಜಿ ಅಧ್ಯಕ್ಷ ಆರ್. ಕುಮಾರ್, ಅನು. ಎನ್.ನರೇಶ್, ಮತ್ತಿತರರಿದ್ದರು. <box>1032 2282 1149 2329</box>
event-body: ಕೋಲಾರದ ತಾಲೂಕಿನ ಕಾಳಿಮುಚ್ಚನಹಳ್ಳಿಯ ಪ್ರಸನ್ನ ಶ್ರೀ ಚೆನ್ನಕೇಶವಸ್ವಾಮಿ ದೇವಾಲಯದಲ್ಲಿ ಧನುರ್ಮಾಸದ ಪ್ರಯುಕ್ತ ಇಂದು ಮತ್ತು ನಾಳೆ ಬೆಳಿಗ್ಗೆ ವಿಶೇಷ ಪೂಜೆ, ಪಂಚಾಮೃತ ಅಭಿಷೇಕ, ಕುಂಕುಮಾರ್ಚನೆ, ನೈವೇದ್ಯ ನಿವೇದನೆ. <box>227 703 387 786</box>
event-body: ಸಾಂಸ್ಕೃತಿಕ ಕಾರ್ಯಕ್ರಮಗಳಲ್ಲಿ ಅಮೃತವಲ್ಲಿರಿಂದ ವೀಣಾವಾದನ, ವೈಭವಿ ಕಲ್ಯಾ, ಶಶಾಂಕ್ ಜೋಡಿದಾರ್‌ರಿಂದ ಕೊಳಲುವಾದನ, ಡಾ||ವೀಣಾ ವಾಣಿರಿಂದ ಭರತನಾಟ್ಯ, ನೃತ್ಯವಿನೋದಗಳು ನಡೆಯಲಿವೆ. <box>227 558 387 641</box>
event-item <box>227 796 387 1004</box>
hani-right-column <box>198 277 336 361</box>
tv-line: ಮನೋರಂಜನ್, ಲಕ್ಷ್ಮಿ, ಶಾನ್ವಿ ಶ್ರೀವಾಸ್ತವ, ಪ್ರತಾಪ್ <box>411 1565 557 1596</box>
event-body: ಕೋಲಾರದ ಬೆಸ್ಕಾಂ ನಗರ ಉಪ ವಿಭಾಗ ಕಚೇರಿಯಲ್ಲಿ ಇಂದು ಮಧ್ಯಾಹ್ನ ೩ ಘಂಟೆಯೊಳಗೆ ಬೆವಿಕಂ ಗ್ರಾಹಕರ ಸಂವಾದ ಸಭೆ. ಗ್ರಾಹಕ ಬಾಂಧವರು ಪಾಲ್ಗೊಂಡು ವಿದ್ಯುತ್ ಸಂಬಂಧಿ ಸಮಸ್ಯೆಗಳನ್ನು ಚರ್ಚಿಸಿ ಅಧಿಕಾರಿಗಳೊಂದಿಗೆ ಮುಕ್ತವಾಗಿ ಬಗೆಹರಿಸಿಕೊಳ್ಳಲು ಅವಕಾಶವಿದೆ. <box>50 645 210 763</box>
event-body: ಚಿಂತಾಮಣಿಯ ವ್ಯಾಸಂಗಗೋಷ್ಠಿಯಿಂದ ಸಾಹಿತ್ಯಕಮಲ ಪುಸ್ತಕ ಪರಿಚಯ ವಾರದ ಕಾರ್ಯಕ್ರಮಗಳಲ್ಲಿ ಭಾನುವಾರ ಬೆಳಿಗ್ಗೆ ೧೦ ಘಂಟೆಗೆ ನಾಗೇನಹಳ್ಳಿ ಗ್ರಾಮದ ವಿದ್ಯಾರ್ಥಿಗಳಿಗೆ ಗಾಯನ ಸ್ಪರ್ಧೆ. ಸಂಜೆ ೪-೭ರ ವರೆಗೆ ದಿನದ ಹಿಂದೂಸ್ತಾನಿ ಗಾಯನ. <box>227 1041 387 1141</box>
date: 21-12-2024 <box>1354 9 1496 40</box>
event-item <box>50 493 210 608</box>
press-story-col2: ಈ ವೇಳೆ ಮಾತನಾಡಿದ ಅವರು, ಹುಟ್ಟು–ಸಾವು ಸಹಜ. ಇದರ ಮಧ್ಯೆ ಸಮಾಜಕ್ಕೆ ಒಂದಿಷ್ಟು ಕೊಡುಗೆ ಕೊಡುವುದು ಪ್ರತಿಯೊಬ್ಬರ ಕರ್ತವ್ಯ. ೨೦೨೧ರಲ್ಲಿ ಪ್ರಾರಂಭವಾದ ಬ್ಯಾಚ್ ಆಫ್ ಸೋಶಿಯಲ್ ಸರ್ವೀಸ್ ಹಲವು ಸಮಾಜಮುಖಿ ಕಾರ್ಯಗಳನ್ನು ಮಾಡುತ್ತಿದೆ. ಆಗ ಮುಂಜಾನೆ ಚಳಿ, ಗಾಳಿ ಲೆಕ್ಕಿಸದೆ ಪತ್ರಿಕೆ ತಲುಪಿಸುವ ವಿತರಕರ ಬ್ಯಾಚ್ ಪ್ಯಾಂಟ್ ಮತ್ತು ಟಿ–ಶರ್ಟ್ ಅನ್ನು ವಿತರಿಸುತ್ತಿರುವುದಾಗಿ ಹೇಳಿದರು. ಬಾಡಿ ತಂಡದ ಎಲ್ಲ ಸದಸ್ಯರು ಪ್ರತಿ ತಿಂಗಳಿಗೆ ೬೦೦ ರೂ.ಗಳಂತೆ ಒಟ್ಟು ೭೫ ಸಾವಿರ ರೂ. ವೆಚ್ಚ ಭರಿಸಿದ್ದಾರೆ. <box>798 314 997 484</box>
